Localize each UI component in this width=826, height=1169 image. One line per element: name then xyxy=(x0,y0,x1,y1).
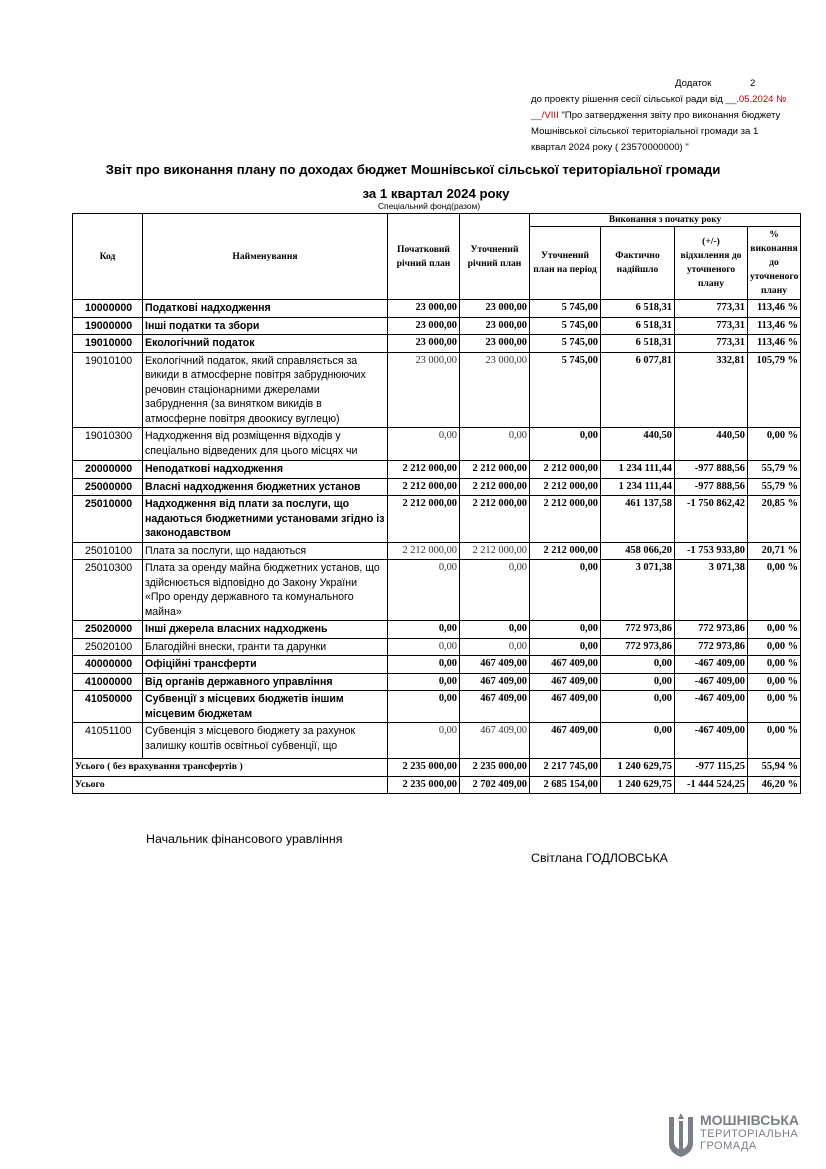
annex-line-1: до проекту рішення сесії сільської ради від __.05.2024 № xyxy=(531,94,787,105)
row-actual: 0,00 xyxy=(601,656,675,674)
row-revised-plan: 0,00 xyxy=(460,621,530,639)
total-actual: 1 240 629,75 xyxy=(601,759,675,777)
table-row xyxy=(73,428,801,461)
table-row xyxy=(73,673,801,691)
row-initial-plan: 23 000,00 xyxy=(388,352,460,428)
total-percent: 55,94 % xyxy=(748,759,801,777)
row-code: 19010300 xyxy=(73,428,143,461)
row-actual: 1 234 111,44 xyxy=(601,478,675,496)
row-initial-plan: 0,00 xyxy=(388,691,460,723)
row-period-plan: 2 212 000,00 xyxy=(530,478,601,496)
total-initial-plan: 2 235 000,00 xyxy=(388,776,460,794)
header-execution-group: Виконання з початку року xyxy=(530,214,801,227)
row-revised-plan: 467 409,00 xyxy=(460,673,530,691)
row-deviation: -1 750 862,42 xyxy=(675,496,748,543)
table-row xyxy=(73,621,801,639)
table-row xyxy=(73,478,801,496)
row-initial-plan: 2 212 000,00 xyxy=(388,542,460,560)
total-initial-plan: 2 235 000,00 xyxy=(388,759,460,777)
row-period-plan: 467 409,00 xyxy=(530,673,601,691)
row-deviation: -1 753 933,80 xyxy=(675,542,748,560)
table-row xyxy=(73,656,801,674)
row-actual: 772 973,86 xyxy=(601,621,675,639)
table-row xyxy=(73,461,801,479)
table-row xyxy=(73,352,801,428)
row-percent: 113,46 % xyxy=(748,335,801,353)
row-name: Благодійні внески, гранти та дарунки xyxy=(143,638,388,656)
row-name: Від органів державного управління xyxy=(143,673,388,691)
total-percent: 46,20 % xyxy=(748,776,801,794)
annex-number: 2 xyxy=(749,78,756,89)
row-period-plan: 2 212 000,00 xyxy=(530,496,601,543)
row-initial-plan: 0,00 xyxy=(388,560,460,621)
row-initial-plan: 23 000,00 xyxy=(388,335,460,353)
report-subtitle: за 1 квартал 2024 року xyxy=(362,186,510,201)
report-title: Звіт про виконання плану по доходах бюджет Мошнівської сільської територіальної громади xyxy=(105,162,721,177)
row-revised-plan: 0,00 xyxy=(460,428,530,461)
row-code: 25000000 xyxy=(73,478,143,496)
row-actual: 772 973,86 xyxy=(601,638,675,656)
table-row xyxy=(73,335,801,353)
row-percent: 0,00 % xyxy=(748,673,801,691)
row-period-plan: 467 409,00 xyxy=(530,656,601,674)
row-code: 20000000 xyxy=(73,461,143,479)
signatory-position: Начальник фінансового уравління xyxy=(146,832,343,846)
row-actual: 0,00 xyxy=(601,691,675,723)
row-deviation: 772 973,86 xyxy=(675,638,748,656)
row-initial-plan: 0,00 xyxy=(388,428,460,461)
row-deviation: 772 973,86 xyxy=(675,621,748,639)
row-name: Плата за оренду майна бюджетних установ, що здійснюється відповідно до Закону України «Про оренду державного та комунального майна» xyxy=(143,560,388,621)
row-code: 25010000 xyxy=(73,496,143,543)
row-deviation: 332,81 xyxy=(675,352,748,428)
table-row xyxy=(73,560,801,621)
row-deviation: 3 071,38 xyxy=(675,560,748,621)
row-deviation: 773,31 xyxy=(675,335,748,353)
row-initial-plan: 0,00 xyxy=(388,656,460,674)
community-logo xyxy=(666,1113,816,1163)
row-code: 19010000 xyxy=(73,335,143,353)
row-initial-plan: 0,00 xyxy=(388,638,460,656)
row-initial-plan: 0,00 xyxy=(388,673,460,691)
row-deviation: -977 888,56 xyxy=(675,478,748,496)
table-row xyxy=(73,723,801,759)
row-initial-plan: 23 000,00 xyxy=(388,317,460,335)
row-revised-plan: 23 000,00 xyxy=(460,352,530,428)
row-name: Надходження від розміщення відходів у спеціально відведених для цього місцях чи xyxy=(143,428,388,461)
header-name: Найменування xyxy=(143,214,388,300)
annex-label: Додаток xyxy=(675,78,712,89)
row-revised-plan: 2 212 000,00 xyxy=(460,496,530,543)
row-actual: 3 071,38 xyxy=(601,560,675,621)
row-actual: 0,00 xyxy=(601,673,675,691)
row-name: Плата за послуги, що надаються xyxy=(143,542,388,560)
row-code: 40000000 xyxy=(73,656,143,674)
row-name: Надходження від плати за послуги, що надаються бюджетними установами згідно із законодавством xyxy=(143,496,388,543)
row-code: 25020100 xyxy=(73,638,143,656)
total-label: Усього ( без врахування трансфертів ) xyxy=(73,759,388,777)
header-row-1 xyxy=(73,214,801,227)
header-period-plan: Уточнений план на період xyxy=(530,227,601,300)
row-actual: 6 518,31 xyxy=(601,300,675,318)
total-deviation: -977 115,25 xyxy=(675,759,748,777)
row-actual: 1 234 111,44 xyxy=(601,461,675,479)
row-deviation: 440,50 xyxy=(675,428,748,461)
row-name: Неподаткові надходження xyxy=(143,461,388,479)
fund-note: Спеціальний фонд(разом) xyxy=(378,201,481,211)
row-percent: 0,00 % xyxy=(748,656,801,674)
annex-line-2: __/VIII "Про затвердження звіту про виконання бюджету xyxy=(531,110,781,121)
row-revised-plan: 467 409,00 xyxy=(460,723,530,759)
row-code: 25020000 xyxy=(73,621,143,639)
row-period-plan: 5 745,00 xyxy=(530,317,601,335)
row-code: 19000000 xyxy=(73,317,143,335)
table-row xyxy=(73,317,801,335)
header-code: Код xyxy=(73,214,143,300)
table-row xyxy=(73,496,801,543)
row-period-plan: 2 212 000,00 xyxy=(530,542,601,560)
row-period-plan: 5 745,00 xyxy=(530,335,601,353)
row-percent: 0,00 % xyxy=(748,723,801,759)
row-code: 10000000 xyxy=(73,300,143,318)
row-actual: 6 077,81 xyxy=(601,352,675,428)
annex-header xyxy=(531,76,821,156)
row-deviation: -467 409,00 xyxy=(675,723,748,759)
row-deviation: 773,31 xyxy=(675,317,748,335)
total-deviation: -1 444 524,25 xyxy=(675,776,748,794)
row-name: Інші джерела власних надходжень xyxy=(143,621,388,639)
row-revised-plan: 2 212 000,00 xyxy=(460,542,530,560)
annex-title xyxy=(531,76,821,92)
header-percent: % виконання до уточненого плану xyxy=(748,227,801,300)
row-deviation: 773,31 xyxy=(675,300,748,318)
total-revised-plan: 2 702 409,00 xyxy=(460,776,530,794)
header-deviation: (+/-) відхилення до уточненого плану xyxy=(675,227,748,300)
header-revised-plan: Уточнений річний план xyxy=(460,214,530,300)
row-deviation: -977 888,56 xyxy=(675,461,748,479)
row-period-plan: 5 745,00 xyxy=(530,352,601,428)
total-label: Усього xyxy=(73,776,388,794)
row-period-plan: 467 409,00 xyxy=(530,723,601,759)
row-percent: 0,00 % xyxy=(748,428,801,461)
row-percent: 0,00 % xyxy=(748,621,801,639)
row-period-plan: 0,00 xyxy=(530,560,601,621)
row-name: Субвенція з місцевого бюджету за рахунок залишку коштів освітньої субвенції, що xyxy=(143,723,388,759)
row-actual: 461 137,58 xyxy=(601,496,675,543)
row-revised-plan: 0,00 xyxy=(460,560,530,621)
row-actual: 458 066,20 xyxy=(601,542,675,560)
row-actual: 6 518,31 xyxy=(601,335,675,353)
header-initial-plan: Початковий річний план xyxy=(388,214,460,300)
row-code: 41050000 xyxy=(73,691,143,723)
row-revised-plan: 467 409,00 xyxy=(460,656,530,674)
row-deviation: -467 409,00 xyxy=(675,691,748,723)
trident-icon xyxy=(666,1113,696,1161)
row-actual: 0,00 xyxy=(601,723,675,759)
row-percent: 0,00 % xyxy=(748,638,801,656)
row-name: Екологічний податок, який справляється за викиди в атмосферне повітря забруднюючих речовин стаціонарними джерелами забруднення (за винятком викидів в атмосферне повітря двоокису вуглецю) xyxy=(143,352,388,428)
row-name: Екологічний податок xyxy=(143,335,388,353)
signatory-name: Світлана ГОДЛОВСЬКА xyxy=(531,851,668,865)
total-actual: 1 240 629,75 xyxy=(601,776,675,794)
logo-text: МОШНІВСЬКА ТЕРИТОРІАЛЬНА ГРОМАДА xyxy=(700,1112,800,1152)
table-row xyxy=(73,638,801,656)
row-percent: 0,00 % xyxy=(748,691,801,723)
row-revised-plan: 23 000,00 xyxy=(460,300,530,318)
table-row xyxy=(73,691,801,723)
row-revised-plan: 23 000,00 xyxy=(460,335,530,353)
total-revised-plan: 2 235 000,00 xyxy=(460,759,530,777)
row-name: Офіційні трансферти xyxy=(143,656,388,674)
table-row xyxy=(73,542,801,560)
row-percent: 20,85 % xyxy=(748,496,801,543)
row-initial-plan: 2 212 000,00 xyxy=(388,496,460,543)
row-initial-plan: 0,00 xyxy=(388,723,460,759)
annex-line-3: Мошнівської сільської територіальної громади за 1 xyxy=(531,126,759,137)
row-percent: 20,71 % xyxy=(748,542,801,560)
row-period-plan: 467 409,00 xyxy=(530,691,601,723)
row-actual: 440,50 xyxy=(601,428,675,461)
report-table xyxy=(72,213,801,794)
row-period-plan: 5 745,00 xyxy=(530,300,601,318)
row-deviation: -467 409,00 xyxy=(675,673,748,691)
row-percent: 105,79 % xyxy=(748,352,801,428)
row-initial-plan: 2 212 000,00 xyxy=(388,461,460,479)
row-name: Власні надходження бюджетних установ xyxy=(143,478,388,496)
total-row xyxy=(73,759,801,777)
header-actual: Фактично надійшло xyxy=(601,227,675,300)
row-code: 25010100 xyxy=(73,542,143,560)
row-initial-plan: 23 000,00 xyxy=(388,300,460,318)
row-percent: 55,79 % xyxy=(748,478,801,496)
row-period-plan: 2 212 000,00 xyxy=(530,461,601,479)
row-percent: 113,46 % xyxy=(748,300,801,318)
row-code: 41000000 xyxy=(73,673,143,691)
row-period-plan: 0,00 xyxy=(530,638,601,656)
row-name: Субвенції з місцевих бюджетів іншим місцевим бюджетам xyxy=(143,691,388,723)
row-initial-plan: 2 212 000,00 xyxy=(388,478,460,496)
annex-line-4: квартал 2024 року ( 23570000000) " xyxy=(531,142,689,153)
row-revised-plan: 23 000,00 xyxy=(460,317,530,335)
row-code: 41051100 xyxy=(73,723,143,759)
row-revised-plan: 467 409,00 xyxy=(460,691,530,723)
row-initial-plan: 0,00 xyxy=(388,621,460,639)
table-row xyxy=(73,300,801,318)
row-actual: 6 518,31 xyxy=(601,317,675,335)
row-period-plan: 0,00 xyxy=(530,621,601,639)
row-revised-plan: 2 212 000,00 xyxy=(460,478,530,496)
row-percent: 0,00 % xyxy=(748,560,801,621)
row-code: 25010300 xyxy=(73,560,143,621)
row-period-plan: 0,00 xyxy=(530,428,601,461)
row-code: 19010100 xyxy=(73,352,143,428)
total-period-plan: 2 685 154,00 xyxy=(530,776,601,794)
row-name: Податкові надходження xyxy=(143,300,388,318)
row-name: Інші податки та збори xyxy=(143,317,388,335)
row-percent: 55,79 % xyxy=(748,461,801,479)
row-percent: 113,46 % xyxy=(748,317,801,335)
total-row xyxy=(73,776,801,794)
total-period-plan: 2 217 745,00 xyxy=(530,759,601,777)
row-revised-plan: 0,00 xyxy=(460,638,530,656)
row-revised-plan: 2 212 000,00 xyxy=(460,461,530,479)
row-deviation: -467 409,00 xyxy=(675,656,748,674)
